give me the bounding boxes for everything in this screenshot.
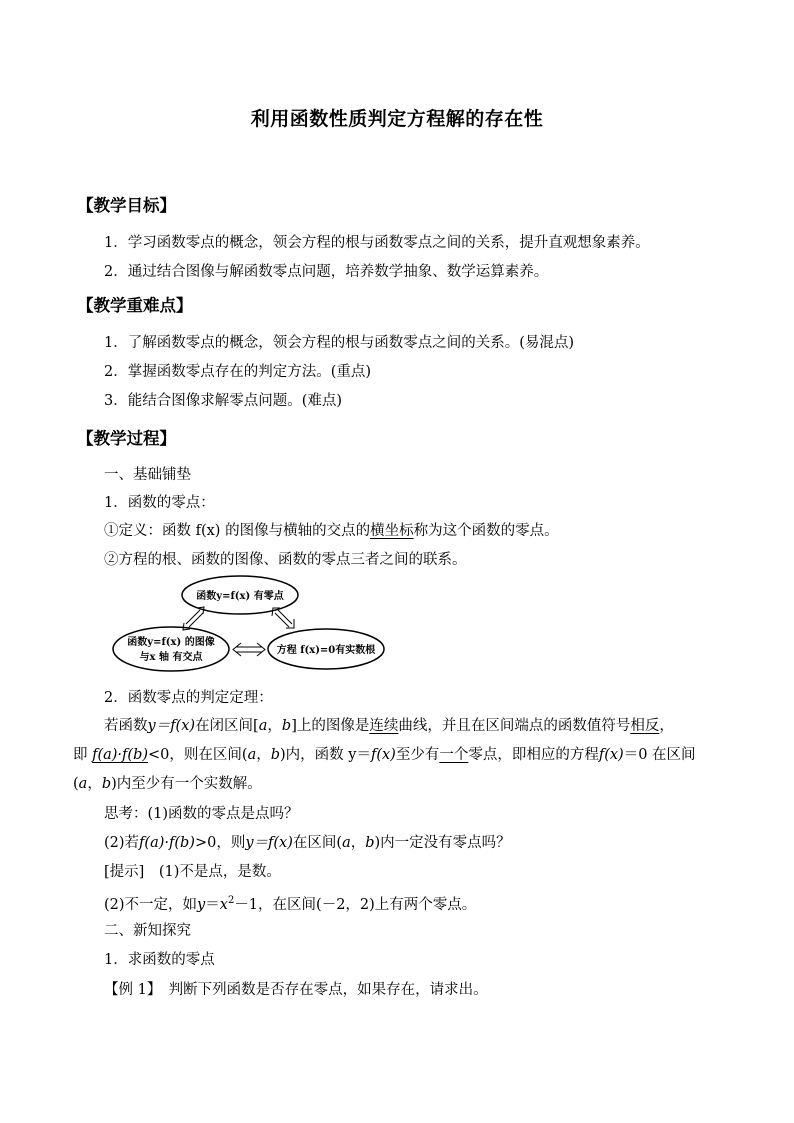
th2-a: a xyxy=(342,835,351,851)
t-b2: b xyxy=(270,747,281,763)
t-s6: )内，函数 y＝ xyxy=(280,747,371,763)
heading-key-points: 【教学重难点】 xyxy=(77,296,193,315)
h2-sup: 2 xyxy=(227,895,235,906)
sub-heading-theorem: 2．函数零点的判定定理： xyxy=(104,690,273,706)
h2-x: x xyxy=(219,896,228,913)
t-s7: 至少有 xyxy=(395,747,440,763)
t-b3: b xyxy=(101,776,112,792)
t-fafb: f(a)·f(b) xyxy=(92,747,149,763)
heading-teaching-goals: 【教学目标】 xyxy=(77,196,176,215)
h2-eq: ＝ xyxy=(205,896,220,913)
th2-s3: 在区间( xyxy=(292,835,343,851)
t-lt: <0，则在区间( xyxy=(148,747,248,763)
th2-s4: )内一定没有零点吗？ xyxy=(374,835,511,851)
theorem-line-2 xyxy=(73,745,696,765)
def-text-a: ①定义：函数 f(x) 的图像与横轴的交点的 xyxy=(104,523,371,539)
t-comma3: ， xyxy=(87,776,102,792)
th2-yfx: y＝f(x) xyxy=(245,835,293,851)
diagram-top-label: 函数y=f(x) 有零点 xyxy=(196,591,284,602)
t-b: b xyxy=(281,718,292,734)
t-lianxu: 连续 xyxy=(369,718,399,734)
th2-fafb: f(a)·f(b) xyxy=(139,835,195,851)
key-item-2: 2．掌握函数零点存在的判定方法。(重点) xyxy=(104,364,372,380)
th2-b: b xyxy=(365,835,375,851)
t-ji: 即 xyxy=(73,747,93,763)
goal-item-2: 2．通过结合图像与解函数零点问题，培养数学抽象、数学运算素养。 xyxy=(104,264,549,280)
t-xiangfan: 相反 xyxy=(630,718,660,734)
key-item-1: 1．了解函数零点的概念，领会方程的根与函数零点之间的关系。(易混点) xyxy=(104,335,575,351)
page-title: 利用函数性质判定方程解的存在性 xyxy=(250,108,544,130)
theorem-line-3 xyxy=(73,774,262,794)
t-open: ( xyxy=(73,776,79,792)
t-comma2: ， xyxy=(256,747,271,763)
key-item-3: 3．能结合图像求解零点问题。(难点) xyxy=(104,393,343,409)
relationship-text: ②方程的根、函数的图像、函数的零点三者之间的联系。 xyxy=(104,552,467,568)
sub-heading-zero: 1．函数的零点： xyxy=(104,495,215,511)
diagram-left-label-1: 函数y=f(x) 的图像 xyxy=(127,637,215,648)
goal-item-1: 1．学习函数零点的概念，领会方程的根与函数零点之间的关系，提升直观想象素养。 xyxy=(104,235,650,251)
h2-s2: －1，在区间(－2，2)上有两个零点。 xyxy=(234,896,477,913)
h2-y: y xyxy=(197,896,206,913)
def-text-b: 称为这个函数的零点。 xyxy=(413,523,559,539)
t-yfx: y＝f(x) xyxy=(147,718,196,734)
th2-s2: >0，则 xyxy=(194,835,246,851)
diagram-arrow-right-down xyxy=(272,608,294,628)
t-s4: 曲线，并且在区间端点的函数值符号 xyxy=(398,718,631,734)
t-a: a xyxy=(258,718,268,734)
t-fx2: f(x) xyxy=(598,747,624,763)
heading-teaching-process: 【教学过程】 xyxy=(77,429,176,448)
diagram-left-label-2: 与x 轴 有交点 xyxy=(139,652,203,663)
t-s3: ]上的图像是 xyxy=(291,718,370,734)
t-yige: 一个 xyxy=(439,747,469,763)
diagram-right-label: 方程 f(x)=0有实数根 xyxy=(276,645,376,656)
t-s9: ＝0 在区间 xyxy=(623,747,696,763)
think-2 xyxy=(104,833,511,853)
example-1: 【例 1】 判断下列函数是否存在零点，如果存在，请求出。 xyxy=(104,982,488,998)
t-a3: a xyxy=(78,776,88,792)
diagram-left-ellipse xyxy=(113,627,229,671)
t-fx: f(x) xyxy=(370,747,396,763)
hint-1: [提示] (1)不是点，是数。 xyxy=(104,864,281,880)
th2-s1: (2)若 xyxy=(104,835,140,851)
diagram-arrow-horizontal xyxy=(233,643,265,656)
diagram-arrow-left-up xyxy=(183,607,204,630)
think-1: 思考：(1)函数的零点是点吗？ xyxy=(104,806,299,822)
t-s2: 在闭区间[ xyxy=(195,718,259,734)
t-comma: ， xyxy=(267,718,282,734)
relationship-diagram xyxy=(108,572,388,674)
t-a2: a xyxy=(247,747,257,763)
def-underlined: 横坐标 xyxy=(370,523,414,539)
h2-s1: (2)不一定，如 xyxy=(104,896,198,913)
sub-heading-find-zero: 1．求函数的零点 xyxy=(104,952,215,968)
part-2-heading: 二、新知探究 xyxy=(104,923,191,939)
t-s5: ， xyxy=(659,718,674,734)
zero-definition xyxy=(104,521,559,541)
part-1-heading: 一、基础铺垫 xyxy=(104,467,191,483)
hint-2 xyxy=(104,891,476,915)
theorem-line-1 xyxy=(104,716,674,736)
th2-comma: ， xyxy=(350,835,366,851)
t-s1: 若函数 xyxy=(104,718,148,734)
t-close: )内至少有一个实数解。 xyxy=(111,776,262,792)
t-s8: 零点，即相应的方程 xyxy=(468,747,599,763)
